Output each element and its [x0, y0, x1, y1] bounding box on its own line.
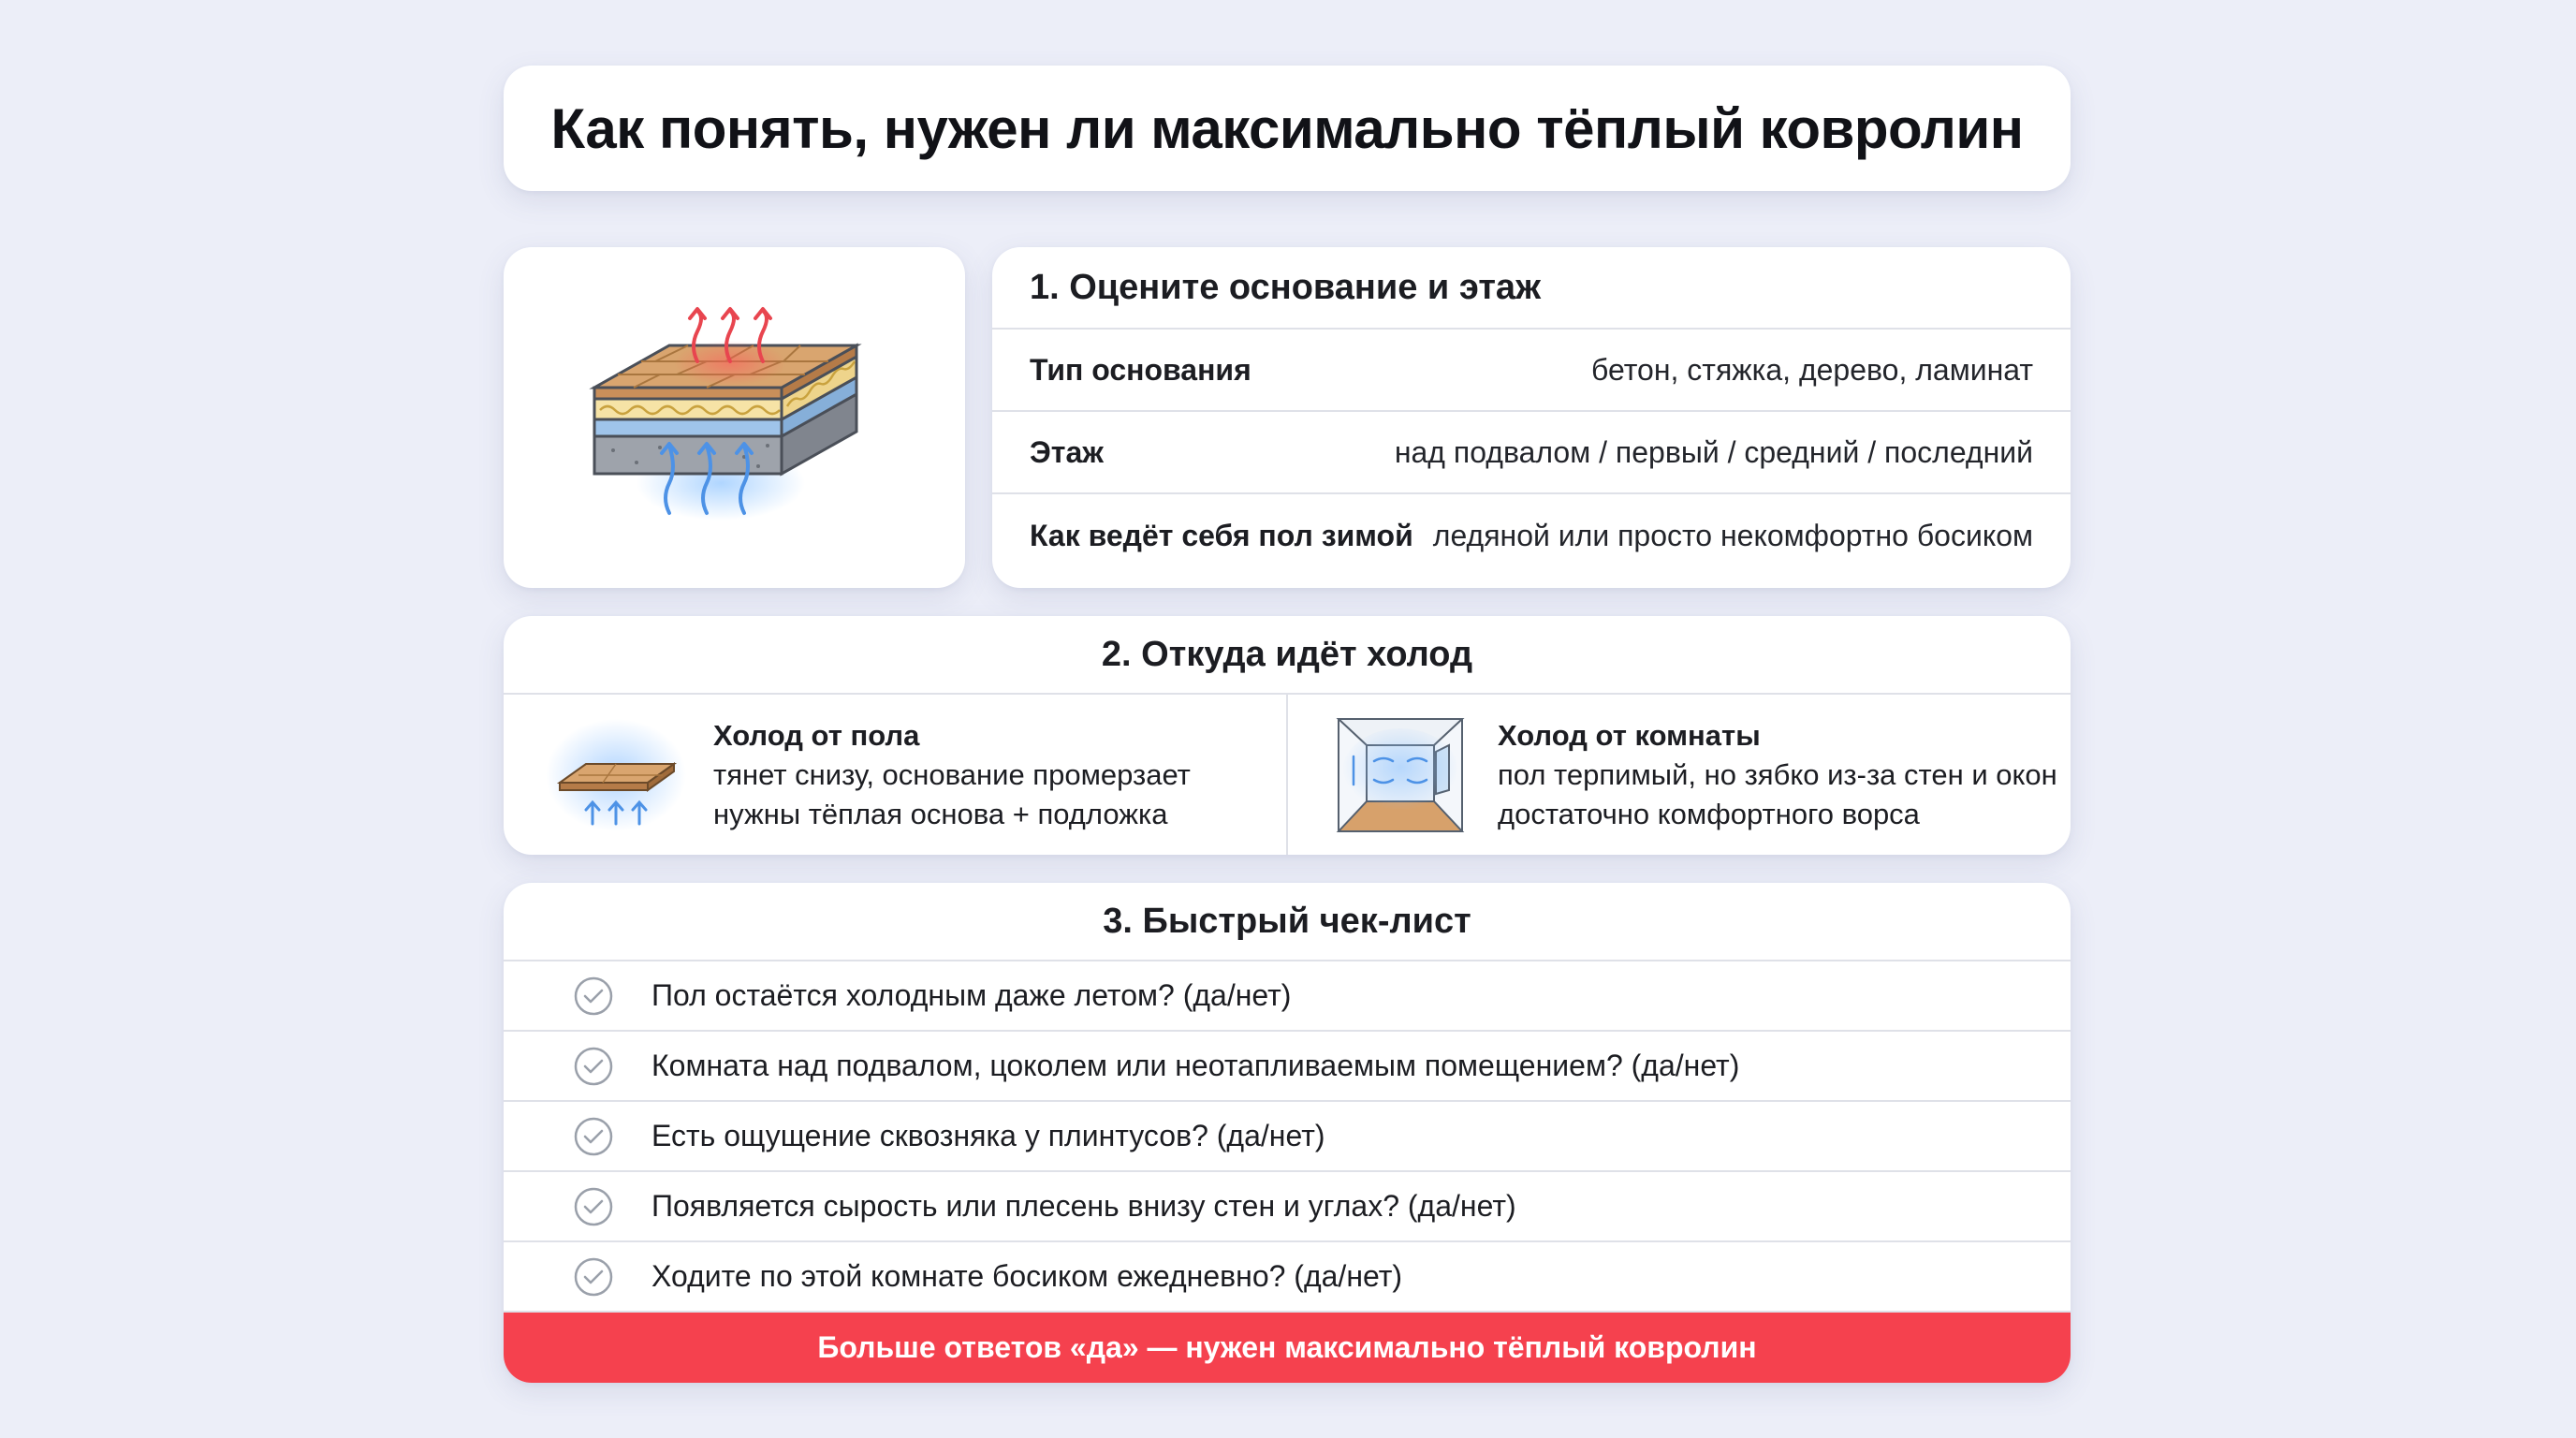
winter-behavior-row: [992, 494, 2071, 577]
cold-floor-heading: Холод от пола: [713, 718, 920, 752]
page-title: Как понять, нужен ли максимально тёплый ковролин: [550, 96, 2024, 160]
checklist-item-label: Ходите по этой комнате босиком ежедневно? (да/нет): [651, 1259, 1403, 1293]
verdict-banner: Больше ответов «да» — нужен максимально тёплый ковролин: [504, 1313, 2071, 1383]
section-cold-source: [504, 616, 2071, 855]
check-circle-icon[interactable]: [573, 1186, 614, 1227]
cold-room-line2: достаточно комфортного ворса: [1498, 797, 1920, 830]
checklist-item[interactable]: [504, 1102, 2071, 1172]
cold-room-icon: [1325, 710, 1475, 841]
base-type-row: [992, 330, 2071, 412]
floor-illustration-card: [504, 247, 965, 588]
cold-floor-line1: тянет снизу, основание промерзает: [713, 757, 1191, 791]
row-key: Тип основания: [1030, 352, 1251, 387]
floor-layers-icon: [566, 296, 903, 539]
cold-floor-icon: [541, 710, 691, 841]
check-circle-icon[interactable]: [573, 1116, 614, 1157]
floor-row: [992, 412, 2071, 494]
section3-title: 3. Быстрый чек-лист: [504, 883, 2071, 961]
row-value: над подвалом / первый / средний / последний: [1394, 434, 2033, 469]
cold-room-line1: пол терпимый, но зябко из-за стен и окон: [1498, 757, 2057, 791]
cold-room-heading: Холод от комнаты: [1498, 718, 1761, 752]
title-card: [504, 66, 2071, 191]
check-circle-icon[interactable]: [573, 1046, 614, 1087]
row-value: ледяной или просто некомфортно босиком: [1432, 518, 2033, 552]
checklist-item[interactable]: [504, 1172, 2071, 1242]
checklist-item[interactable]: [504, 1242, 2071, 1313]
checklist-item-label: Есть ощущение сквозняка у плинтусов? (да/нет): [651, 1119, 1325, 1152]
row-key: Этаж: [1030, 434, 1104, 469]
check-circle-icon[interactable]: [573, 1256, 614, 1298]
row-key: Как ведёт себя пол зимой: [1030, 518, 1413, 552]
cold-from-room: [1286, 695, 2071, 855]
cold-from-floor: [504, 695, 1286, 855]
check-circle-icon[interactable]: [573, 976, 614, 1017]
section-checklist: [504, 883, 2071, 1383]
section2-title: 2. Откуда идёт холод: [504, 616, 2071, 695]
section-base-and-floor: [992, 247, 2071, 588]
checklist-item[interactable]: [504, 1032, 2071, 1102]
checklist-item-label: Комната над подвалом, цоколем или неотапливаемым помещением? (да/нет): [651, 1049, 1740, 1082]
checklist-item-label: Пол остаётся холодным даже летом? (да/нет): [651, 978, 1292, 1012]
cold-floor-line2: нужны тёплая основа + подложка: [713, 797, 1168, 830]
checklist-item[interactable]: [504, 961, 2071, 1032]
row-value: бетон, стяжка, дерево, ламинат: [1591, 352, 2033, 387]
checklist-item-label: Появляется сырость или плесень внизу стен и углах? (да/нет): [651, 1189, 1516, 1223]
section1-title: 1. Оцените основание и этаж: [992, 247, 2071, 330]
